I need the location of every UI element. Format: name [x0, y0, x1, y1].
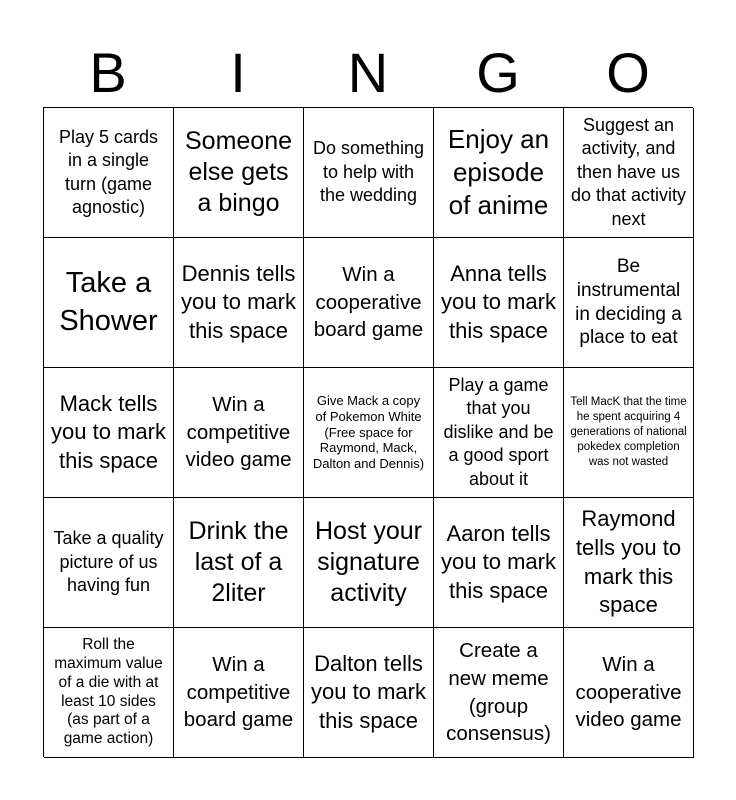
- cell-text: Enjoy an episode of anime: [447, 123, 550, 221]
- bingo-cell[interactable]: [434, 238, 564, 368]
- cell-text: Roll the maximum value of a die with at least 10 sides (as part of a game action): [54, 635, 163, 748]
- bingo-cell[interactable]: [434, 368, 564, 498]
- bingo-header: [43, 40, 693, 106]
- cell-text: Mack tells you to mark this space: [51, 390, 166, 473]
- bingo-cell[interactable]: [564, 628, 694, 758]
- cell-text: Create a new meme (group consensus): [446, 639, 551, 746]
- bingo-cell[interactable]: [564, 368, 694, 498]
- header-letter-g: G: [476, 41, 520, 104]
- cell-text: Win a cooperative video game: [575, 652, 682, 732]
- bingo-cell[interactable]: [44, 368, 174, 498]
- cell-text: Aaron tells you to mark this space: [441, 520, 556, 603]
- cell-text: Dennis tells you to mark this space: [181, 260, 296, 343]
- bingo-cell[interactable]: [304, 108, 434, 238]
- cell-text: Win a competitive board game: [183, 652, 294, 732]
- bingo-cell[interactable]: [44, 628, 174, 758]
- cell-text: Do something to help with the wedding: [312, 138, 425, 206]
- bingo-cell[interactable]: [564, 498, 694, 628]
- bingo-cell[interactable]: [44, 238, 174, 368]
- bingo-board: [43, 107, 693, 757]
- cell-text: Dalton tells you to mark this space: [311, 650, 426, 733]
- cell-text: Play 5 cards in a single turn (game agnostic): [58, 126, 159, 217]
- header-letter-i: I: [230, 41, 246, 104]
- bingo-cell[interactable]: [174, 238, 304, 368]
- cell-text: Host your signature activity: [315, 516, 422, 608]
- bingo-cell[interactable]: [174, 368, 304, 498]
- header-letter-o: O: [606, 41, 650, 104]
- bingo-cell[interactable]: [174, 498, 304, 628]
- bingo-cell[interactable]: [564, 108, 694, 238]
- cell-text: Suggest an activity, and then have us do that activity next: [570, 115, 687, 229]
- bingo-cell[interactable]: [44, 498, 174, 628]
- cell-text: Be instrumental in deciding a place to eat: [575, 256, 682, 349]
- cell-text: Win a cooperative board game: [313, 262, 424, 342]
- cell-text: Raymond tells you to mark this space: [575, 506, 682, 618]
- cell-text: Take a quality picture of us having fun: [53, 528, 164, 596]
- header-letter-n: N: [347, 41, 389, 104]
- bingo-cell[interactable]: [174, 628, 304, 758]
- cell-text: Take a Shower: [59, 266, 158, 337]
- cell-text: Drink the last of a 2liter: [188, 516, 289, 608]
- bingo-cell[interactable]: [434, 498, 564, 628]
- bingo-cell[interactable]: [174, 108, 304, 238]
- cell-text: Someone else gets a bingo: [184, 126, 293, 218]
- header-letter-b: B: [89, 41, 127, 104]
- cell-text: Give Mack a copy of Pokemon White (Free space for Raymond, Mack, Dalton and Dennis): [312, 392, 425, 472]
- cell-text: Play a game that you dislike and be a good sport about it: [443, 375, 554, 489]
- bingo-cell[interactable]: [304, 238, 434, 368]
- bingo-cell[interactable]: [564, 238, 694, 368]
- cell-text: Win a competitive video game: [185, 392, 292, 472]
- cell-text: Tell MacK that the time he spent acquiring 4 generations of national pokedex completion was not wasted: [570, 395, 687, 469]
- bingo-cell[interactable]: [434, 108, 564, 238]
- bingo-cell[interactable]: [434, 628, 564, 758]
- bingo-cell[interactable]: [304, 498, 434, 628]
- bingo-cell free-space[interactable]: [304, 368, 434, 498]
- cell-text: Anna tells you to mark this space: [441, 260, 556, 343]
- bingo-cell[interactable]: [44, 108, 174, 238]
- bingo-cell[interactable]: [304, 628, 434, 758]
